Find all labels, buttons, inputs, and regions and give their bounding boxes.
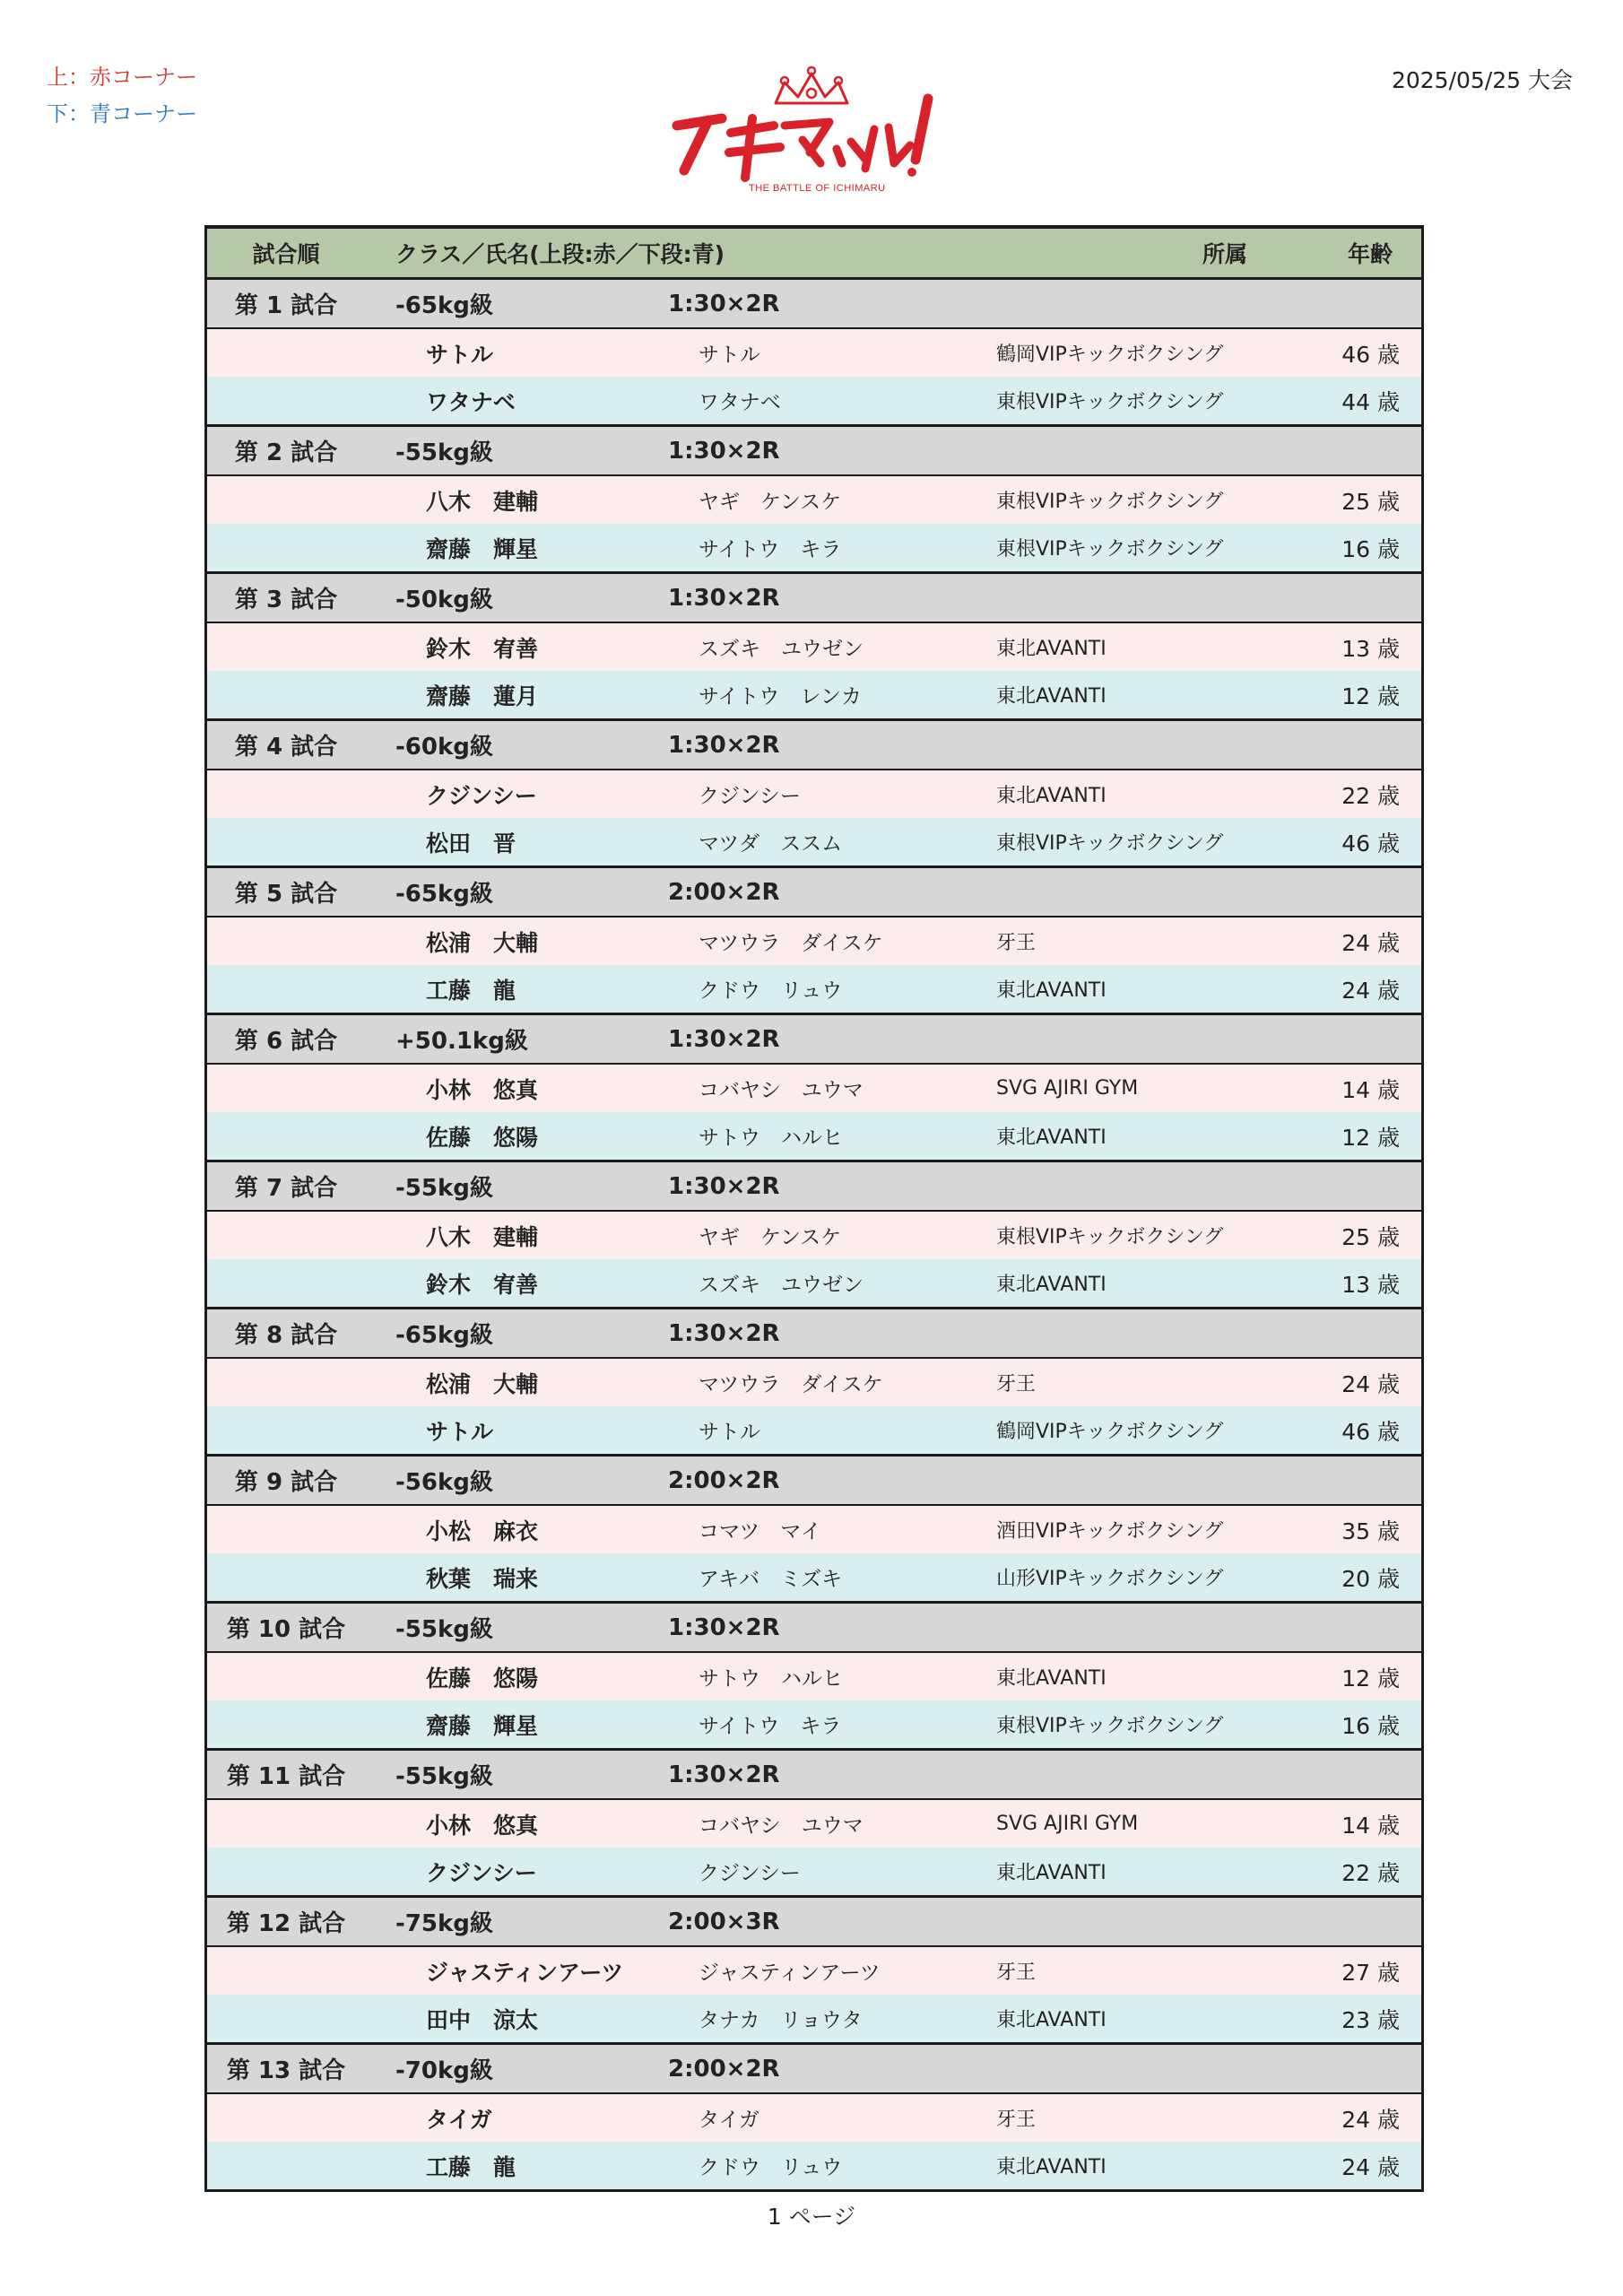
event-date: 2025/05/25 大会 [1391, 67, 1573, 93]
red-corner-row [207, 623, 1421, 671]
fighter-age: 24 歳 [1341, 2153, 1400, 2180]
match-header-row [207, 868, 1421, 918]
fighter-age: 16 歳 [1341, 1712, 1400, 1739]
match-header-row [207, 2045, 1421, 2094]
ichimaru-battle-logo [659, 63, 964, 202]
weight-class: +50.1kg級 [395, 1028, 528, 1055]
fighter-kana: ジャスティンアーツ [699, 1961, 881, 1985]
corner-legend [47, 59, 197, 133]
match-block [207, 1457, 1421, 1604]
match-order: 第 8 試合 [234, 1322, 338, 1349]
fighter-affiliation: 牙王 [996, 1961, 1037, 1984]
fighter-age: 46 歳 [1341, 830, 1400, 857]
fighter-name: サトル [426, 1418, 494, 1445]
red-corner-row [207, 918, 1421, 965]
logo-subtitle: THE BATTLE OF ICHIMARU [749, 183, 886, 194]
fighter-kana: クドウ リュウ [699, 2156, 843, 2179]
header-affiliation: 所属 [1202, 241, 1247, 267]
red-corner-row [207, 770, 1421, 818]
fighter-affiliation: 酒田VIPキックボクシング [996, 1520, 1224, 1543]
fighter-age: 12 歳 [1341, 1665, 1400, 1692]
fighter-kana: タナカ リョウタ [699, 2009, 863, 2032]
fighter-age: 22 歳 [1341, 1859, 1400, 1886]
match-block [207, 2045, 1421, 2189]
fighter-name: 鈴木 宥善 [426, 635, 539, 662]
blue-corner-row [207, 377, 1421, 427]
red-corner-row [207, 1359, 1421, 1406]
blue-corner-row [207, 965, 1421, 1015]
red-corner-row [207, 1065, 1421, 1112]
fighter-kana: サイトウ レンカ [699, 685, 862, 709]
match-order: 第 2 試合 [234, 439, 338, 466]
fighter-name: サトル [426, 341, 494, 368]
blue-corner-row [207, 1406, 1421, 1457]
fighter-affiliation: 東根VIPキックボクシング [996, 538, 1224, 561]
fighter-affiliation: 牙王 [996, 1373, 1037, 1396]
weight-class: -55kg級 [395, 439, 493, 466]
fighter-kana: スズキ ユウゼン [699, 1274, 864, 1297]
match-header-row [207, 1162, 1421, 1212]
blue-corner-row [207, 1553, 1421, 1604]
fighter-affiliation: 東北AVANTI [996, 785, 1107, 807]
match-header-row [207, 280, 1421, 329]
match-order: 第 1 試合 [234, 292, 338, 319]
fighter-affiliation: 鶴岡VIPキックボクシング [996, 344, 1224, 366]
match-block [207, 1309, 1421, 1457]
red-corner-row [207, 1800, 1421, 1848]
match-order: 第 12 試合 [226, 1910, 346, 1937]
red-corner-row [207, 1947, 1421, 1995]
fighter-affiliation: 山形VIPキックボクシング [996, 1568, 1224, 1590]
fighter-age: 44 歳 [1341, 388, 1400, 415]
fighter-name: 小林 悠真 [426, 1076, 539, 1103]
match-block [207, 427, 1421, 574]
fighter-kana: クジンシー [699, 785, 801, 808]
fighter-age: 13 歳 [1341, 1271, 1400, 1298]
match-order: 第 5 試合 [234, 881, 338, 908]
fighter-affiliation: 東北AVANTI [996, 685, 1107, 708]
fighter-age: 14 歳 [1341, 1076, 1400, 1103]
blue-corner-row [207, 1995, 1421, 2045]
fighter-age: 23 歳 [1341, 2006, 1400, 2033]
fighter-kana: サイトウ キラ [699, 1715, 842, 1738]
blue-corner-row [207, 1259, 1421, 1309]
match-order: 第 13 試合 [226, 2057, 346, 2084]
fighter-age: 46 歳 [1341, 341, 1400, 368]
fighter-affiliation: 東根VIPキックボクシング [996, 1226, 1224, 1248]
fighter-affiliation: 東根VIPキックボクシング [996, 1715, 1224, 1737]
fighter-name: 八木 建輔 [426, 1223, 539, 1250]
fighter-name: 齋藤 輝星 [426, 1712, 539, 1739]
match-header-row [207, 1457, 1421, 1506]
fighter-name: 松浦 大輔 [426, 1370, 539, 1397]
match-order: 第 10 試合 [226, 1616, 346, 1643]
fighter-age: 12 歳 [1341, 1124, 1400, 1151]
fighter-name: クジンシー [426, 1859, 537, 1886]
fighter-name: 八木 建輔 [426, 488, 539, 515]
fighter-name: 小林 悠真 [426, 1812, 539, 1839]
weight-class: -55kg級 [395, 1763, 493, 1790]
fighter-name: タイガ [426, 2106, 492, 2133]
fighter-name: 工藤 龍 [426, 2153, 516, 2180]
table-header-row [207, 229, 1421, 280]
fighter-name: 佐藤 悠陽 [426, 1124, 539, 1151]
fighter-name: ジャスティンアーツ [426, 1959, 624, 1986]
fighter-age: 46 歳 [1341, 1418, 1400, 1445]
red-corner-row [207, 1212, 1421, 1259]
fighter-kana: スズキ ユウゼン [699, 638, 864, 661]
weight-class: -50kg級 [395, 587, 493, 613]
round-time: 1:30×2R [668, 1172, 780, 1200]
blue-corner-row [207, 818, 1421, 868]
match-block [207, 1898, 1421, 2045]
round-time: 1:30×2R [668, 1319, 780, 1347]
fighter-name: 松田 晋 [426, 830, 516, 857]
fighter-name: クジンシー [426, 782, 537, 809]
match-header-row [207, 1015, 1421, 1065]
match-order: 第 7 試合 [234, 1175, 338, 1202]
fighter-kana: クジンシー [699, 1862, 801, 1885]
fighter-affiliation: 東根VIPキックボクシング [996, 391, 1224, 413]
fighter-kana: コバヤシ ユウマ [699, 1814, 864, 1838]
weight-class: -60kg級 [395, 734, 493, 761]
round-time: 1:30×2R [668, 1613, 780, 1641]
fighter-age: 14 歳 [1341, 1812, 1400, 1839]
blue-corner-row [207, 1700, 1421, 1751]
header-class-name: クラス／氏名(上段:赤／下段:青) [395, 241, 725, 267]
match-order: 第 4 試合 [234, 734, 338, 761]
red-corner-row [207, 1653, 1421, 1700]
round-time: 1:30×2R [668, 290, 780, 317]
fighter-kana: サトウ ハルヒ [699, 1126, 843, 1150]
fighter-kana: サトウ ハルヒ [699, 1667, 843, 1691]
blue-corner-row [207, 524, 1421, 574]
fighter-affiliation: 東北AVANTI [996, 979, 1107, 1002]
fighter-kana: マツウラ ダイスケ [699, 932, 883, 955]
fighter-age: 20 歳 [1341, 1565, 1400, 1592]
fighter-name: 松浦 大輔 [426, 929, 539, 956]
fighter-age: 24 歳 [1341, 929, 1400, 956]
round-time: 1:30×2R [668, 1761, 780, 1788]
red-corner-row [207, 1506, 1421, 1553]
fighter-affiliation: 東北AVANTI [996, 1862, 1107, 1884]
match-header-row [207, 1309, 1421, 1359]
round-time: 2:00×3R [668, 1908, 780, 1935]
fighter-affiliation: 牙王 [996, 2109, 1037, 2131]
weight-class: -55kg級 [395, 1175, 493, 1202]
round-time: 2:00×2R [668, 1466, 780, 1494]
match-header-row [207, 427, 1421, 476]
fighter-affiliation: 東北AVANTI [996, 2009, 1107, 2031]
fighter-affiliation: 牙王 [996, 932, 1037, 954]
legend-red-corner: 上：赤コーナー [47, 65, 197, 90]
blue-corner-row [207, 1112, 1421, 1162]
fighter-kana: ワタナベ [699, 391, 781, 414]
logo-graphic [659, 63, 964, 202]
fighter-name: 佐藤 悠陽 [426, 1665, 539, 1692]
fighter-age: 13 歳 [1341, 635, 1400, 662]
weight-class: -70kg級 [395, 2057, 493, 2084]
fighter-age: 24 歳 [1341, 2106, 1400, 2133]
fighter-kana: サトル [699, 1421, 760, 1444]
match-block [207, 868, 1421, 1015]
fighter-kana: サイトウ キラ [699, 538, 842, 561]
match-header-row [207, 574, 1421, 623]
fighter-affiliation: 東北AVANTI [996, 1274, 1107, 1296]
match-block [207, 280, 1421, 427]
fighter-kana: マツダ ススム [699, 832, 843, 856]
fighter-affiliation: 東北AVANTI [996, 1126, 1107, 1149]
blue-corner-row [207, 2142, 1421, 2189]
fighter-name: 鈴木 宥善 [426, 1271, 539, 1298]
match-header-row [207, 1751, 1421, 1800]
round-time: 1:30×2R [668, 731, 780, 759]
match-header-row [207, 1898, 1421, 1947]
fighter-age: 16 歳 [1341, 535, 1400, 562]
fighter-kana: マツウラ ダイスケ [699, 1373, 883, 1396]
fighter-name: 齋藤 輝星 [426, 535, 539, 562]
match-block [207, 1162, 1421, 1309]
fighter-affiliation: 東北AVANTI [996, 638, 1107, 660]
weight-class: -56kg級 [395, 1469, 493, 1496]
fighter-affiliation: SVG AJIRI GYM [996, 1077, 1139, 1100]
red-corner-row [207, 2094, 1421, 2142]
fighter-age: 22 歳 [1341, 782, 1400, 809]
fighter-name: 小松 麻衣 [426, 1518, 539, 1544]
round-time: 1:30×2R [668, 584, 780, 612]
page-number: 1 ページ [767, 2204, 856, 2230]
fighter-name: 工藤 龍 [426, 977, 516, 1004]
blue-corner-row [207, 1848, 1421, 1898]
weight-class: -65kg級 [395, 292, 493, 319]
fighter-affiliation: 東根VIPキックボクシング [996, 832, 1224, 855]
round-time: 1:30×2R [668, 437, 780, 465]
header-order: 試合順 [252, 241, 320, 267]
match-order: 第 3 試合 [234, 587, 338, 613]
fighter-age: 24 歳 [1341, 977, 1400, 1004]
red-corner-row [207, 329, 1421, 377]
fighter-age: 25 歳 [1341, 1223, 1400, 1250]
fighter-age: 27 歳 [1341, 1959, 1400, 1986]
match-block [207, 721, 1421, 868]
weight-class: -55kg級 [395, 1616, 493, 1643]
fighter-age: 24 歳 [1341, 1370, 1400, 1397]
fighter-name: 田中 涼太 [426, 2006, 539, 2033]
fighter-kana: ヤギ ケンスケ [699, 491, 842, 514]
match-block [207, 1604, 1421, 1751]
fighter-name: 齋藤 蓮月 [426, 683, 539, 709]
fighter-affiliation: 鶴岡VIPキックボクシング [996, 1421, 1224, 1443]
fighter-kana: サトル [699, 344, 760, 367]
fighter-age: 25 歳 [1341, 488, 1400, 515]
fighter-kana: アキバ ミズキ [699, 1568, 843, 1591]
fighter-affiliation: 東根VIPキックボクシング [996, 491, 1224, 513]
round-time: 2:00×2R [668, 878, 780, 906]
fighter-affiliation: SVG AJIRI GYM [996, 1813, 1139, 1835]
weight-class: -75kg級 [395, 1910, 493, 1937]
match-header-row [207, 1604, 1421, 1653]
fighter-kana: クドウ リュウ [699, 979, 843, 1003]
weight-class: -65kg級 [395, 1322, 493, 1349]
fighter-kana: コバヤシ ユウマ [699, 1079, 864, 1102]
round-time: 2:00×2R [668, 2055, 780, 2083]
fighter-kana: ヤギ ケンスケ [699, 1226, 842, 1249]
fighter-name: ワタナベ [426, 388, 516, 415]
match-list [207, 280, 1421, 2189]
match-order: 第 6 試合 [234, 1028, 338, 1055]
fight-card-table [204, 225, 1424, 2192]
fighter-affiliation: 東北AVANTI [996, 2156, 1107, 2179]
header-age: 年齢 [1347, 241, 1393, 267]
weight-class: -65kg級 [395, 881, 493, 908]
legend-blue-corner: 下：青コーナー [47, 101, 197, 126]
match-header-row [207, 721, 1421, 770]
match-block [207, 1751, 1421, 1898]
fighter-name: 秋葉 瑞来 [426, 1565, 539, 1592]
red-corner-row [207, 476, 1421, 524]
blue-corner-row [207, 671, 1421, 721]
round-time: 1:30×2R [668, 1025, 780, 1053]
match-block [207, 574, 1421, 721]
match-order: 第 9 試合 [234, 1469, 338, 1496]
fighter-affiliation: 東北AVANTI [996, 1667, 1107, 1690]
fighter-age: 12 歳 [1341, 683, 1400, 709]
fighter-kana: コマツ マイ [699, 1520, 821, 1544]
match-block [207, 1015, 1421, 1162]
fighter-age: 35 歳 [1341, 1518, 1400, 1544]
match-order: 第 11 試合 [226, 1763, 346, 1790]
fighter-kana: タイガ [699, 2109, 759, 2132]
